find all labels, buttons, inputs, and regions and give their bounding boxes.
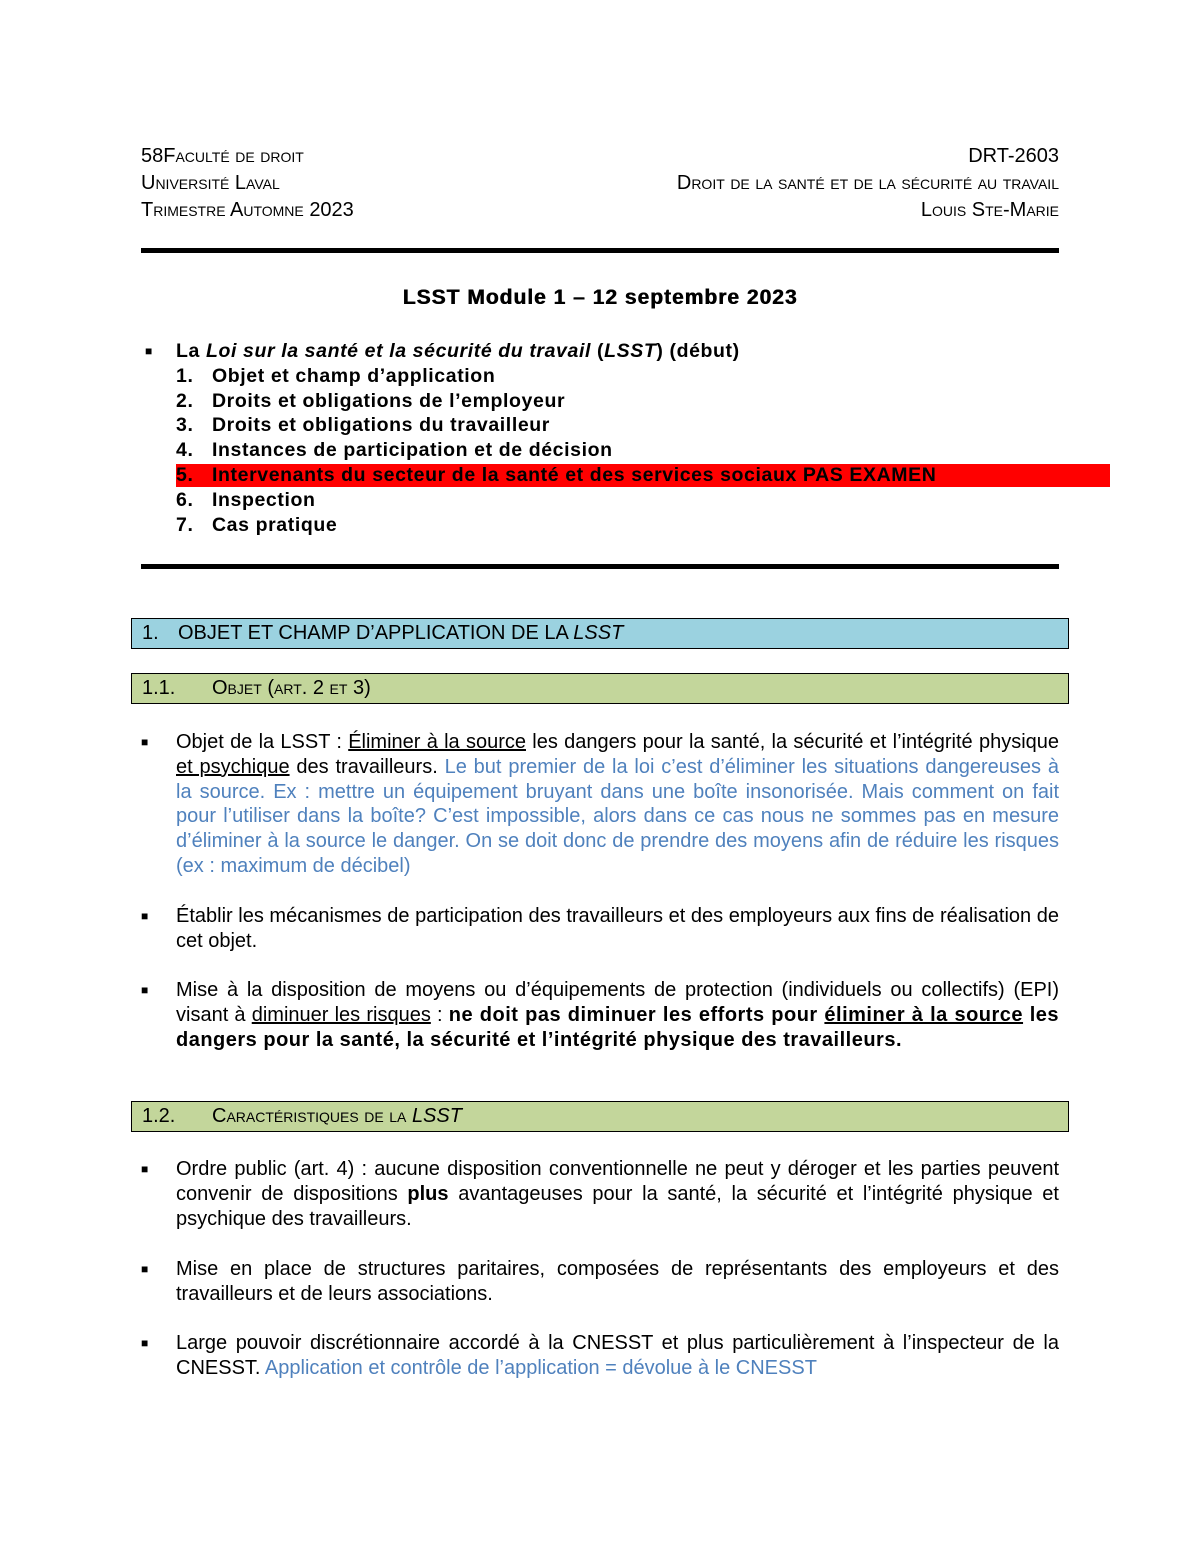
bullet-square-icon: ■ [141,1336,149,1350]
page-title: LSST Module 1 – 12 septembre 2023 [402,286,798,309]
section-heading-1-1: 1.1. Objet (art. 2 et 3) [131,673,1069,704]
module-outline [141,339,1059,537]
faculty-line: 58Faculté de droit [141,145,304,167]
outline-item: 2. Droits et obligations de l’employeur [176,389,566,412]
annotation-note: Le but premier de la loi c’est d’éliminer les situations dangereuses à la source. Ex : mettre un équipement bruyant dans une boîte insonorisée. Mais comment on fait pour l’utiliser dans la boîte? C’est impossible, alors dans ce cas nous ne sommes pas en mesure d’éliminer à la source le danger. On se doit donc de prendre des moyens afin de réduire les risques (ex : maximum de décibel) [176,755,1059,877]
course-code: DRT-2603 [968,145,1059,167]
list-item: ■ Établir les mécanismes de participation des travailleurs et des employeurs aux fins de réalisation de cet objet. [141,905,1059,952]
instructor-name: Louis Ste-Marie [920,199,1059,221]
outline-item: 4. Instances de participation et de décision [176,439,613,462]
outline-item-highlighted: 5. Intervenants du secteur de la santé et des services sociaux PAS EXAMEN [141,463,1059,488]
list-item: ■ Mise à la disposition de moyens ou d’équipements de protection (individuels ou collectifs) (EPI) visant à diminuer les risques : ne doit pas diminuer les efforts pour éliminer à la source les dangers pour la santé, la sécurité et l’intégrité physique des travailleurs. [141,979,1060,1051]
list-item: ■ Large pouvoir discrétionnaire accordé à la CNESST et plus particulièrement à l’inspecteur de la CNESST. Application et contrôle de l’application = dévolue à le CNESST [141,1332,1059,1379]
section-heading-1-2: 1.2. Caractéristiques de la LSST [131,1101,1069,1132]
outline-item: 3. Droits et obligations du travailleur [176,414,550,437]
university-line: Université Laval [141,172,280,194]
bullet-square-icon: ■ [141,1162,149,1176]
section-heading-1: 1. OBJET ET CHAMP D’APPLICATION DE LA LSST [131,618,1069,649]
list-item: ■ Objet de la LSST : Éliminer à la source les dangers pour la santé, la sécurité et l’intégrité physique et psychique des travailleurs. Le but premier de la loi c’est d’éliminer les situations dangereuses à la source. Ex : mettre un équipement bruyant dans une boîte insonorisée. Mais comment on fait pour l’utiliser dans la boîte? C’est impossible, alors dans ce cas nous ne sommes pas en mesure d’éliminer à la source le danger. On se doit donc de prendre des moyens afin de réduire les risques (ex : maximum de décibel) [141,731,1060,877]
term-line: Trimestre Automne 2023 [141,199,354,221]
bullet-square-icon: ■ [141,909,149,923]
outline-intro: ■ La Loi sur la santé et la sécurité du travail (LSST) (début) [145,340,740,362]
course-title: Droit de la santé et de la sécurité au travail [676,172,1059,194]
bullet-square-icon: ■ [141,983,149,997]
outline-item: 1. Objet et champ d’application [176,364,496,387]
law-name: Loi sur la santé et la sécurité du travail [205,340,591,362]
header-right [677,143,1059,224]
outline-item: 6. Inspection [176,488,316,511]
bullet-square-icon: ■ [145,344,153,358]
bullet-square-icon: ■ [141,1262,149,1276]
list-item: ■ Ordre public (art. 4) : aucune disposition conventionnelle ne peut y déroger et les parties peuvent convenir de dispositions plus avantageuses pour la santé, la sécurité et l’intégrité physique et psychique des travailleurs. [141,1158,1059,1230]
annotation-note: Application et contrôle de l’application = dévolue à le CNESST [264,1356,817,1379]
bullet-square-icon: ■ [141,735,149,749]
outline-item: 7. Cas pratique [176,513,338,536]
header-divider [141,248,1059,253]
header-left [141,143,354,224]
list-item: ■ Mise en place de structures paritaires, composées de représentants des employeurs et des travailleurs et de leurs associations. [141,1258,1059,1305]
outline-divider [141,564,1059,569]
